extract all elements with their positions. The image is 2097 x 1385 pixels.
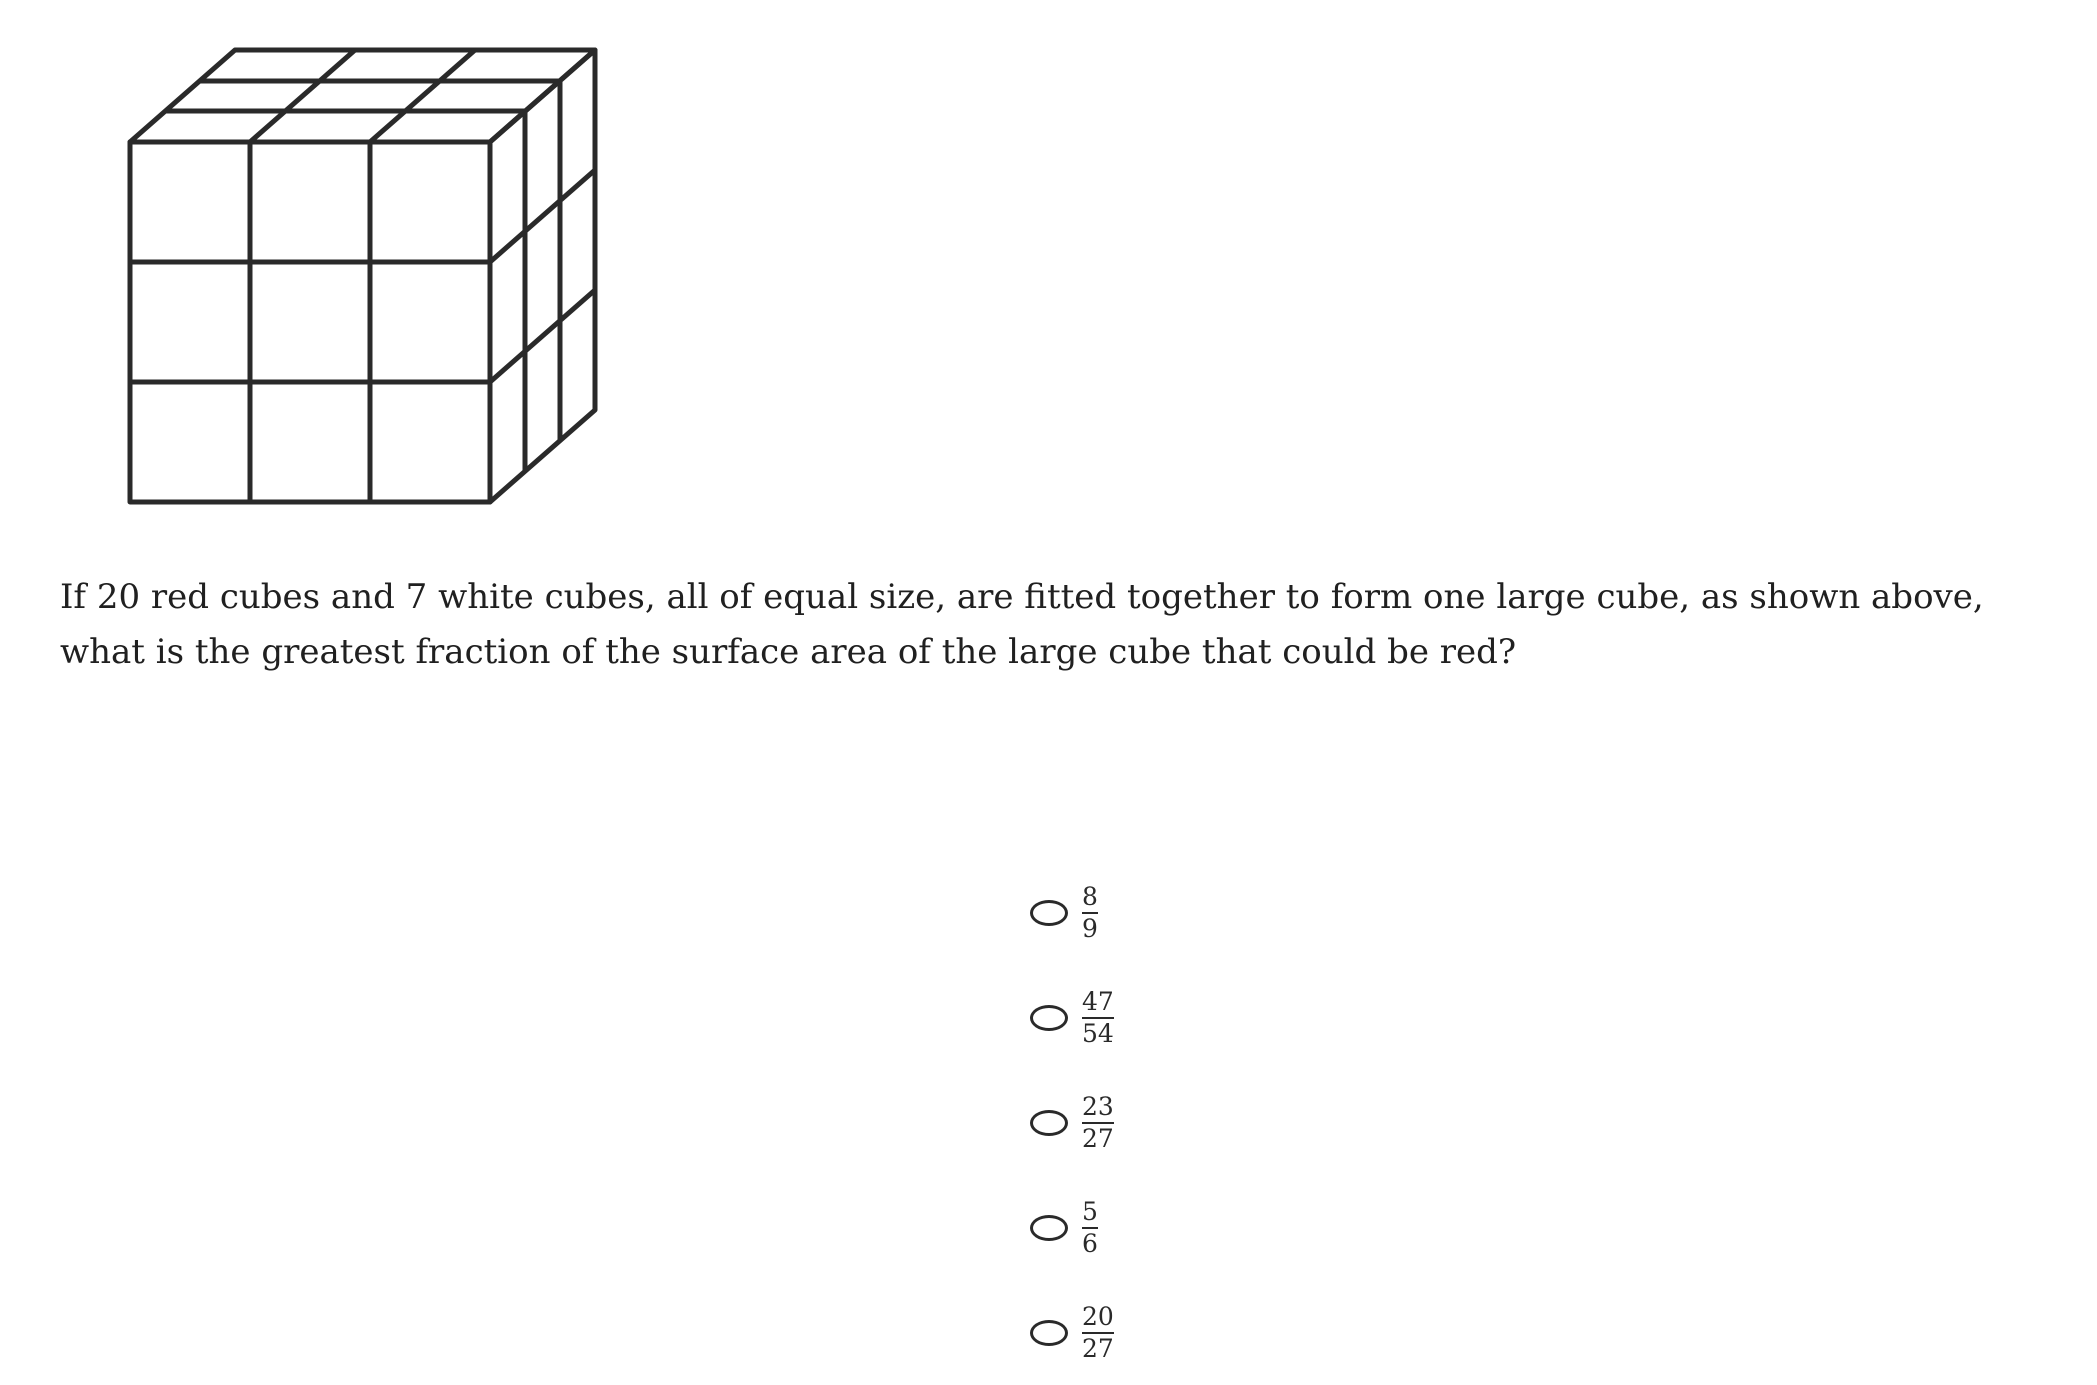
fraction [1082,1093,1114,1153]
denominator: 27 [1082,1123,1114,1153]
cube-3x3x3-icon [120,40,620,520]
radio-button[interactable] [1030,1215,1068,1241]
denominator: 54 [1082,1018,1114,1048]
radio-button[interactable] [1030,1110,1068,1136]
denominator: 6 [1082,1228,1098,1258]
denominator: 9 [1082,913,1098,943]
answer-choices [1030,860,1330,1385]
choice-e[interactable] [1030,1280,1330,1385]
numerator: 47 [1082,986,1114,1016]
denominator: 27 [1082,1333,1114,1363]
radio-button[interactable] [1030,1320,1068,1346]
choice-a[interactable] [1030,860,1330,965]
numerator: 23 [1082,1091,1114,1121]
choice-c[interactable] [1030,1070,1330,1175]
choice-b[interactable] [1030,965,1330,1070]
fraction [1082,988,1114,1048]
fraction [1082,883,1098,943]
numerator: 5 [1082,1196,1098,1226]
question-text: If 20 red cubes and 7 white cubes, all of equal size, are fitted together to form one large cube, as shown above, what is the greatest fraction of the surface area of the large cube that could be red? [60,577,1984,672]
fraction [1082,1198,1098,1258]
fraction [1082,1303,1114,1363]
numerator: 20 [1082,1301,1114,1331]
radio-button[interactable] [1030,1005,1068,1031]
cube-figure [120,40,620,520]
choice-d[interactable] [1030,1175,1330,1280]
numerator: 8 [1082,881,1098,911]
radio-button[interactable] [1030,900,1068,926]
